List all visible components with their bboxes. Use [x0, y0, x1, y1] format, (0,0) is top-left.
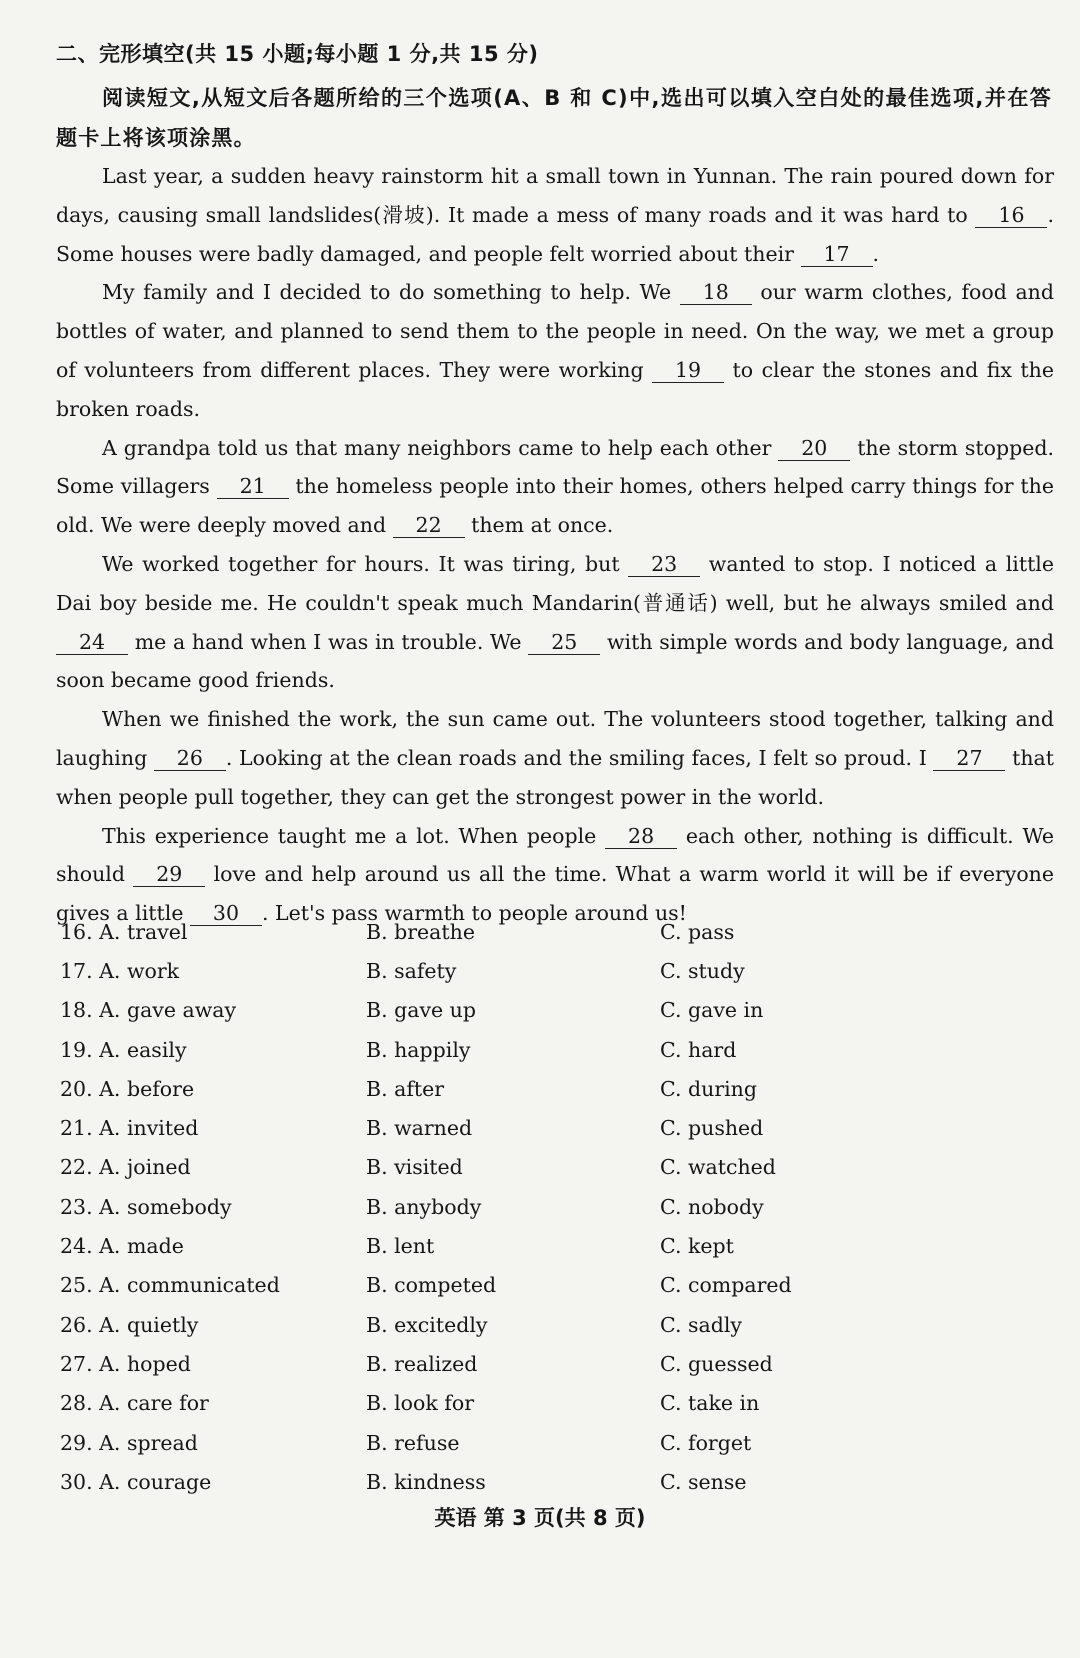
option-b: B. after	[366, 1076, 445, 1101]
blank-28: 28	[605, 824, 677, 849]
passage-text: the homeless people into their homes, others helped carry things for the old. We were deeply moved and	[56, 474, 1054, 538]
passage-text: wanted to stop. I noticed a little Dai boy beside me. He couldn't speak much Mandarin(普通话) well, but he always smiled and	[56, 551, 1054, 615]
cloze-passage	[56, 157, 1054, 933]
option-b: B. lent	[366, 1234, 435, 1259]
blank-24: 24	[56, 630, 128, 655]
option-c: C. gave in	[660, 998, 764, 1023]
page-footer: 英语 第 3 页(共 8 页)	[434, 1506, 646, 1530]
option-c: C. nobody	[660, 1194, 764, 1219]
option-row	[60, 1462, 1060, 1501]
passage-text: to clear the stones and fix the broken roads.	[56, 357, 1054, 421]
option-a: 27. A. hoped	[60, 1351, 191, 1376]
passage-text: our warm clothes, food and bottles of water, and planned to send them to the people in need. On the way, we met a group of volunteers from different places. They were working	[56, 280, 1054, 382]
passage-text: with simple words and body language, and soon became good friends.	[56, 629, 1054, 693]
option-row	[60, 912, 1060, 951]
passage-text: them at once.	[464, 513, 614, 538]
option-c: C. sense	[660, 1469, 747, 1494]
passage-text: My family and I decided to do something to help. We	[102, 280, 680, 305]
option-c: C. compared	[660, 1273, 792, 1298]
option-row	[60, 1226, 1060, 1265]
option-b: B. safety	[366, 958, 457, 983]
option-row	[60, 1187, 1060, 1226]
option-b: B. warned	[366, 1116, 473, 1141]
passage-text: love and help around us all the time. What a warm world it will be if everyone gives a little	[56, 862, 1055, 926]
option-row	[60, 1305, 1060, 1344]
option-b: B. competed	[366, 1273, 497, 1298]
passage-paragraph	[56, 157, 1054, 273]
option-b: B. look for	[366, 1391, 475, 1416]
option-c: C. guessed	[660, 1351, 773, 1376]
blank-29: 29	[133, 862, 205, 887]
blank-27: 27	[933, 746, 1005, 771]
passage-paragraph	[56, 429, 1054, 545]
option-c: C. hard	[660, 1037, 737, 1062]
blank-23: 23	[628, 552, 700, 577]
option-row	[60, 1069, 1060, 1108]
passage-text: We worked together for hours. It was tiring, but	[102, 551, 629, 576]
option-a: 18. A. gave away	[60, 998, 237, 1023]
blank-16: 16	[975, 203, 1047, 228]
option-a: 28. A. care for	[60, 1391, 209, 1416]
blank-21: 21	[217, 474, 289, 499]
option-b: B. refuse	[366, 1430, 460, 1455]
passage-text: that when people pull together, they can get the strongest power in the world.	[56, 745, 1054, 809]
option-a: 22. A. joined	[60, 1155, 191, 1180]
option-row	[60, 1344, 1060, 1383]
option-a: 30. A. courage	[60, 1469, 212, 1494]
passage-text: . Some houses were badly damaged, and people felt worried about their	[56, 202, 1054, 266]
blank-22: 22	[393, 513, 465, 538]
option-c: C. pass	[660, 919, 735, 944]
answer-options	[60, 912, 1060, 1501]
option-b: B. breathe	[366, 919, 475, 944]
blank-26: 26	[154, 746, 226, 771]
passage-text: . Let's pass warmth to people around us!	[261, 901, 687, 926]
section-title: 二、完形填空(共 15 小题;每小题 1 分,共 15 分)	[56, 42, 539, 66]
passage-text: When we finished the work, the sun came out. The volunteers stood together, talking and laughing	[56, 707, 1054, 770]
option-row	[60, 1384, 1060, 1423]
passage-paragraph	[56, 700, 1054, 816]
option-c: C. forget	[660, 1430, 752, 1455]
blank-30: 30	[190, 901, 262, 926]
option-b: B. happily	[366, 1037, 471, 1062]
option-a: 17. A. work	[60, 958, 180, 983]
option-a: 25. A. communicated	[60, 1273, 280, 1298]
option-a: 16. A. travel	[60, 919, 188, 944]
option-b: B. kindness	[366, 1469, 486, 1494]
option-row	[60, 1266, 1060, 1305]
option-a: 23. A. somebody	[60, 1194, 232, 1219]
passage-text: A grandpa told us that many neighbors came to help each other	[102, 435, 779, 460]
section-instruction: 阅读短文,从短文后各题所给的三个选项(A、B 和 C)中,选出可以填入空白处的最佳选项,并在答题卡上将该项涂黑。	[56, 86, 1052, 150]
passage-text: Last year, a sudden heavy rainstorm hit a small town in Yunnan. The rain poured down for days, causing small landslides(滑坡). It made a mess of many roads and it was hard to	[56, 164, 1054, 227]
option-b: B. anybody	[366, 1194, 482, 1219]
blank-17: 17	[801, 242, 873, 267]
option-a: 20. A. before	[60, 1076, 195, 1101]
passage-text: This experience taught me a lot. When people	[102, 823, 606, 848]
option-b: B. gave up	[366, 998, 476, 1023]
passage-paragraph	[56, 273, 1054, 428]
option-c: C. take in	[660, 1391, 760, 1416]
option-c: C. during	[660, 1076, 757, 1101]
blank-25: 25	[528, 630, 600, 655]
option-row	[60, 1148, 1060, 1187]
passage-text: . Looking at the clean roads and the smiling faces, I felt so proud. I	[225, 745, 934, 770]
option-row	[60, 951, 1060, 990]
blank-18: 18	[680, 280, 752, 305]
passage-paragraph	[56, 545, 1054, 700]
option-b: B. visited	[366, 1155, 463, 1180]
blank-19: 19	[652, 358, 724, 383]
option-row	[60, 1108, 1060, 1147]
option-row	[60, 991, 1060, 1030]
option-a: 29. A. spread	[60, 1430, 198, 1455]
option-a: 19. A. easily	[60, 1037, 187, 1062]
passage-text: each other, nothing is difficult. We should	[56, 823, 1054, 887]
option-a: 24. A. made	[60, 1234, 184, 1259]
option-c: C. sadly	[660, 1312, 742, 1337]
option-row	[60, 1030, 1060, 1069]
option-b: B. realized	[366, 1351, 478, 1376]
option-c: C. kept	[660, 1234, 734, 1259]
passage-text: me a hand when I was in trouble. We	[128, 629, 529, 654]
option-c: C. watched	[660, 1155, 776, 1180]
passage-text: the storm stopped. Some villagers	[56, 435, 1055, 499]
option-b: B. excitedly	[366, 1312, 488, 1337]
option-a: 21. A. invited	[60, 1116, 199, 1141]
passage-text: .	[872, 241, 880, 266]
option-a: 26. A. quietly	[60, 1312, 199, 1337]
blank-20: 20	[778, 436, 850, 461]
option-c: C. study	[660, 958, 745, 983]
option-c: C. pushed	[660, 1116, 764, 1141]
option-row	[60, 1423, 1060, 1462]
